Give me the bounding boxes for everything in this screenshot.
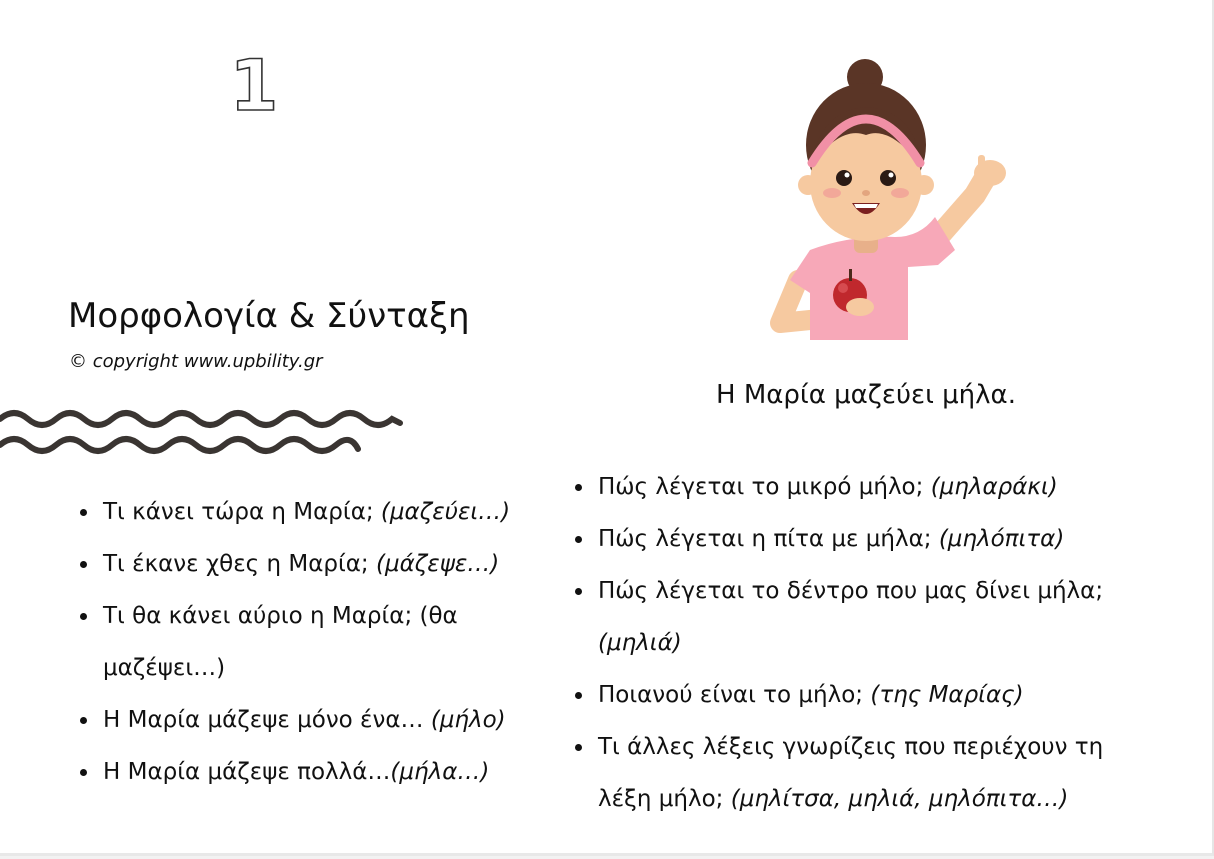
page-number-badge	[226, 50, 282, 118]
question-text: Τι θα κάνει αύριο η Μαρία; (θα μαζέψει…)	[103, 603, 458, 681]
left-question-list	[71, 486, 541, 798]
answer-hint: (της Μαρίας)	[870, 682, 1024, 708]
question-text: Τι έκανε χθες η Μαρία;	[103, 551, 376, 577]
answer-hint: (μάζεψε…)	[375, 551, 500, 577]
question-text: Ποιανού είναι το μήλο;	[598, 682, 871, 708]
list-item	[71, 486, 541, 538]
illustration-caption: Η Μαρία μαζεύει μήλα.	[716, 380, 1016, 410]
question-text: Η Μαρία μάζεψε πολλά…	[103, 759, 391, 785]
answer-hint: (μηλίτσα, μηλιά, μηλόπιτα…)	[730, 786, 1069, 812]
question-text: Πώς λέγεται το μικρό μήλο;	[598, 474, 931, 500]
question-text: Πώς λέγεται η πίτα με μήλα;	[598, 526, 939, 552]
answer-hint: (μηλόπιτα)	[938, 526, 1065, 552]
question-text: Πώς λέγεται το δέντρο που μας δίνει μήλα;	[598, 578, 1104, 604]
answer-hint: (μηλιά)	[598, 630, 682, 656]
answer-hint: (μαζεύει…)	[380, 499, 511, 525]
list-item	[71, 538, 541, 590]
page-title: Μορφολογία & Σύνταξη	[68, 296, 470, 336]
page-number: 1	[229, 50, 279, 118]
list-item	[566, 461, 1156, 513]
list-item	[566, 513, 1156, 565]
list-item	[566, 565, 1156, 669]
girl-holding-apple-icon	[770, 55, 1020, 345]
list-item	[566, 669, 1156, 721]
list-item	[566, 721, 1156, 825]
question-text: Τι άλλες λέξεις γνωρίζεις που περιέχουν τη λέξη μήλο;	[598, 734, 1104, 812]
list-item	[71, 746, 541, 798]
answer-hint: (μήλο)	[430, 707, 506, 733]
copyright-notice: © copyright www.upbility.gr	[69, 351, 323, 372]
right-question-list	[566, 461, 1156, 825]
answer-hint: (μήλα…)	[390, 759, 490, 785]
wavy-lines-decoration	[0, 405, 410, 461]
list-item	[71, 590, 541, 694]
question-text: Η Μαρία μάζεψε μόνο ένα…	[103, 707, 431, 733]
question-text: Τι κάνει τώρα η Μαρία;	[103, 499, 381, 525]
list-item	[71, 694, 541, 746]
answer-hint: (μηλαράκι)	[930, 474, 1058, 500]
